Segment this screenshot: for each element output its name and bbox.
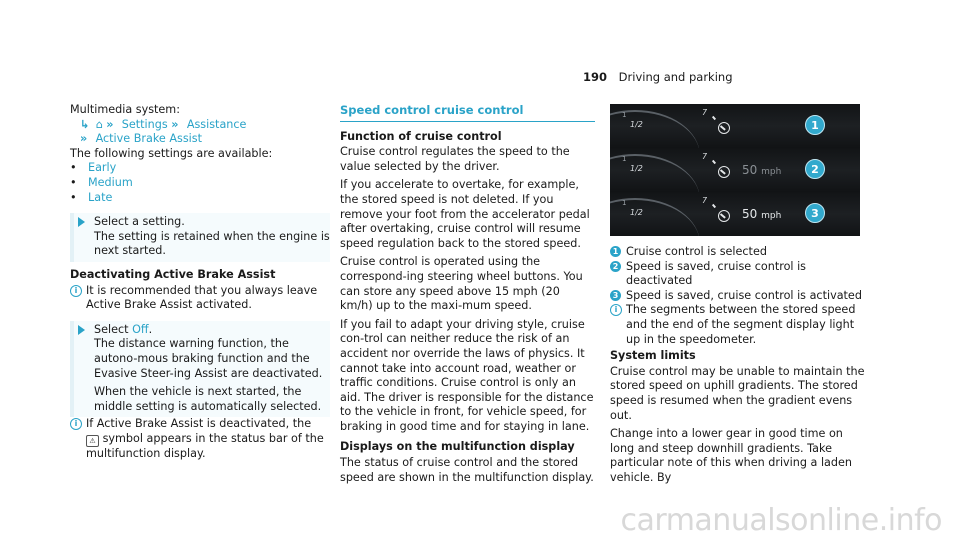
chevron-icon: » <box>80 132 88 146</box>
note-text: symbol appears in the status bar of the multifunction display. <box>86 431 324 460</box>
brake-assist-off-icon: ⚠ <box>86 435 99 447</box>
note-text: It is recommended that you always leave Active Brake Assist activated. <box>86 283 318 312</box>
deactivating-heading: Deactivating Active Brake Assist <box>70 267 276 281</box>
bullet-icon: • <box>70 190 77 204</box>
option-medium[interactable]: Medium <box>88 175 133 189</box>
gauge-tick: 1 <box>622 199 627 207</box>
gauge-tick: 7 <box>702 152 708 161</box>
system-limits-heading: System limits <box>610 349 696 363</box>
home-icon: ⌂ <box>95 117 103 131</box>
watermark: carmanualsonline.info <box>620 503 942 538</box>
note-segments <box>610 303 865 347</box>
note-recommendation <box>70 284 330 313</box>
intro-text: Multimedia system: <box>70 103 180 116</box>
note-text: The segments between the stored speed and the end of the segment display light up in the speedometer. <box>626 303 856 346</box>
gauge-tick: 7 <box>702 196 708 205</box>
step-select-off <box>70 321 330 418</box>
multifunction-display-illustration <box>610 104 860 252</box>
marker-3: 3 <box>805 203 825 223</box>
paragraph: Cruise control regulates the speed to the value selected by the driver. <box>340 145 570 173</box>
column-active-brake-assist <box>70 103 330 461</box>
stored-speed: 50 mph <box>742 207 782 221</box>
section-title: Speed control cruise control <box>340 103 595 122</box>
displays-heading: Displays on the multifunction display <box>340 440 575 454</box>
chevron-icon: » <box>106 117 114 131</box>
paragraph: If you fail to adapt your driving style, cruise con-trol can neither reduce the risk of an accident nor override the laws of physics. It cannot take into account road, weather or traffic conditions. Cruise control is only an aid. The driver is responsible for the distance to the vehicle in front, for vehicle speed, for braking in good time and for staying in lane. <box>340 317 594 433</box>
gauge-tick: 1/2 <box>630 208 643 217</box>
path-active-brake-assist[interactable]: Active Brake Assist <box>95 132 203 146</box>
list-item <box>70 191 330 206</box>
stored-speed: 50 mph <box>742 163 782 177</box>
step-suffix: . <box>148 322 153 336</box>
legend-number: 3 <box>610 290 621 301</box>
settings-list <box>70 161 330 205</box>
paragraph: If you accelerate to overtake, for example, the stored speed is not deleted. If you remove your foot from the accelerator pedal after overtaking, cruise control will resume speed regulation back to the stored speed. <box>340 178 590 250</box>
list-item <box>70 176 330 191</box>
paragraph: The status of cruise control and the stored speed are shown in the multifunction display. <box>340 456 594 484</box>
page-header <box>583 70 733 85</box>
step-text: The setting is retained when the engine is next started. <box>94 229 330 258</box>
chevron-icon: » <box>171 117 179 131</box>
display-panel-1 <box>610 104 860 148</box>
legend-number: 1 <box>610 246 621 257</box>
step-prefix: Select <box>94 322 133 336</box>
settings-intro: The following settings are available: <box>70 146 273 160</box>
bullet-icon: • <box>70 175 77 189</box>
bullet-icon: • <box>70 161 77 175</box>
legend-text: Speed is saved, cruise control is deactivated <box>626 259 807 288</box>
step-text <box>94 323 330 338</box>
legend-number: 2 <box>610 261 621 272</box>
legend-item <box>610 289 865 304</box>
menu-path <box>70 118 330 147</box>
note-deactivated-symbol <box>70 417 330 461</box>
option-late[interactable]: Late <box>88 190 113 204</box>
gauge-tick: 1 <box>622 111 627 119</box>
cruise-control-icon <box>718 122 730 134</box>
column-display-legend <box>610 245 865 486</box>
step-text: Select a setting. <box>94 215 185 229</box>
info-icon: i <box>70 418 82 430</box>
legend-item <box>610 260 865 289</box>
display-panel-2 <box>610 148 860 192</box>
marker-1: 1 <box>805 115 825 135</box>
path-assistance[interactable]: Assistance <box>186 117 247 131</box>
step-arrow-icon <box>78 217 85 227</box>
list-item <box>70 161 330 176</box>
return-arrow-icon: ↳ <box>80 117 90 131</box>
info-icon: i <box>70 285 82 297</box>
step-arrow-icon <box>78 325 85 335</box>
paragraph: Change into a lower gear in good time on long and steep downhill gradients. Take particular note of this when driving a laden vehicle. By <box>610 427 852 484</box>
legend-item <box>610 245 865 260</box>
cruise-control-icon <box>718 166 730 178</box>
display-panel-3 <box>610 192 860 236</box>
legend-text: Cruise control is selected <box>626 245 767 258</box>
legend-text: Speed is saved, cruise control is activated <box>626 288 862 302</box>
option-early[interactable]: Early <box>88 161 117 175</box>
info-icon: i <box>610 304 622 316</box>
step-text: The distance warning function, the autono-mous braking function and the Evasive Steer-ing Assist are deactivated. <box>94 337 323 380</box>
gauge-tick: 1 <box>622 155 627 163</box>
note-text: If Active Brake Assist is deactivated, the <box>86 417 312 431</box>
cruise-control-icon <box>718 210 730 222</box>
option-off[interactable]: Off <box>132 322 149 336</box>
column-cruise-control <box>340 103 595 485</box>
page-number: 190 <box>583 70 608 84</box>
marker-2: 2 <box>805 159 825 179</box>
step-select-setting <box>70 213 330 262</box>
paragraph: Cruise control may be unable to maintain the stored speed on uphill gradients. The stored speed is resumed when the gradient evens out. <box>610 364 865 422</box>
step-text: When the vehicle is next started, the middle setting is automatically selected. <box>94 385 322 413</box>
path-settings[interactable]: Settings <box>121 117 168 131</box>
gauge-tick: 7 <box>702 108 708 117</box>
paragraph: Cruise control is operated using the correspond-ing steering wheel buttons. You can store any speed above 15 mph (20 km/h) up to the maxi-mum speed. <box>340 255 583 313</box>
section-name: Driving and parking <box>618 70 733 84</box>
gauge-tick: 1/2 <box>630 164 643 173</box>
gauge-tick: 1/2 <box>630 120 643 129</box>
function-heading: Function of cruise control <box>340 129 502 143</box>
